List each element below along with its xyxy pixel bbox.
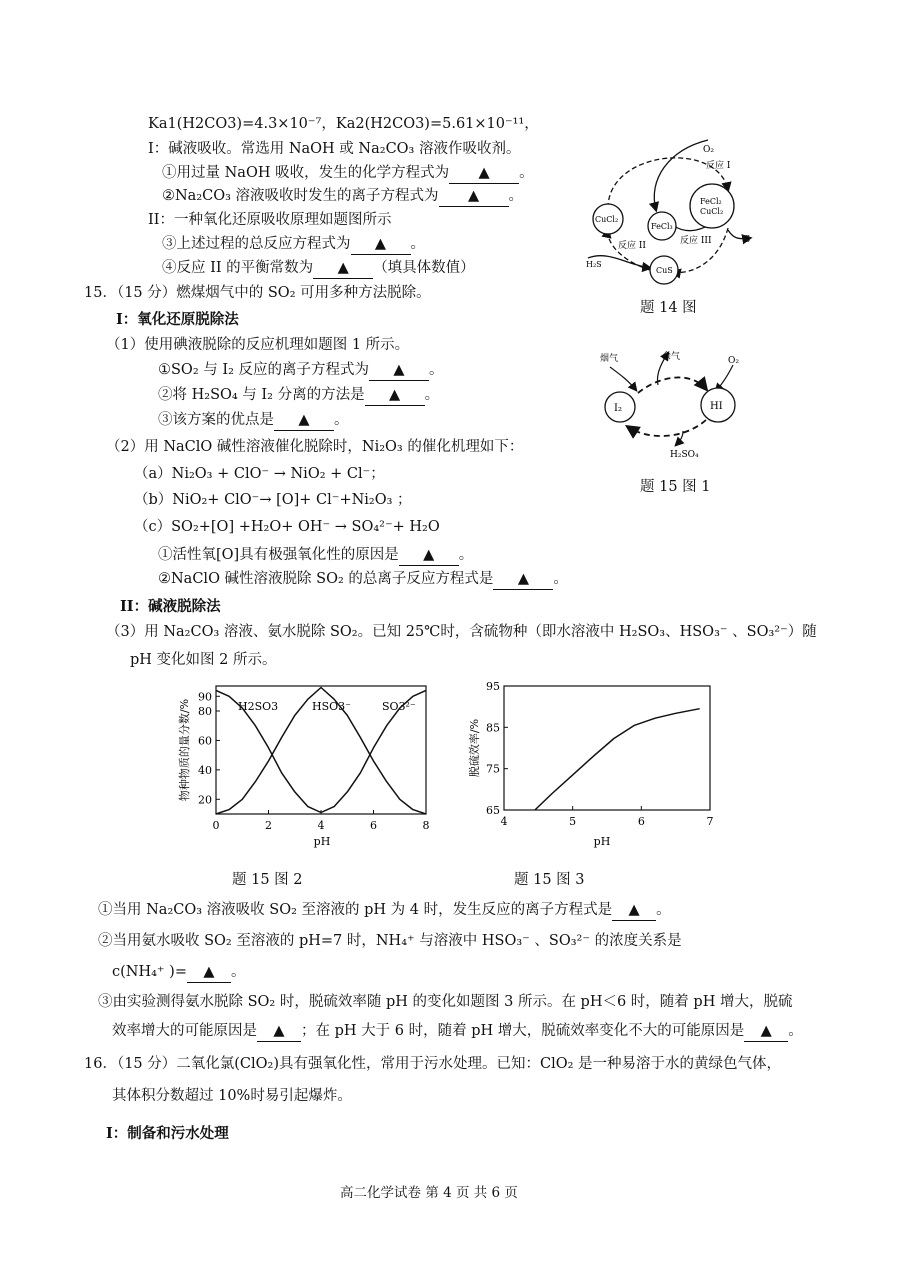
x-axis-label: pH — [313, 835, 331, 848]
y-tick-label: 95 — [486, 680, 500, 693]
q15-qc2b: ；在 pH 大于 6 时，随着 pH 增大，脱硫效率变化不大的可能原因是 — [301, 1023, 745, 1039]
q15-s1c: ③该方案的优点是 ▲ 。 — [158, 410, 349, 431]
answer-blank: ▲ — [369, 360, 429, 381]
fig15-1-hi: HI — [710, 401, 723, 412]
q14-q1-text: ①用过量 NaOH 吸收，发生的化学方程式为 — [162, 165, 450, 181]
y-tick-label: 60 — [198, 734, 212, 748]
y-axis-label: 物种物质的量分数/% — [178, 698, 191, 802]
x-tick-label: 2 — [265, 819, 272, 832]
answer-blank: ▲ — [399, 545, 459, 566]
page-footer: 高二化学试卷 第 4 页 共 6 页 — [340, 1185, 518, 1201]
x-tick-label: 8 — [422, 819, 430, 832]
x-tick-label: 0 — [212, 819, 220, 832]
fig14-r1: 反应 I — [706, 161, 731, 171]
fig15-1-h2so4: H₂SO₄ — [670, 450, 699, 460]
q15-qb2: c(NH₄⁺ )= ▲ 。 — [112, 962, 246, 983]
fig14-s: S — [744, 235, 751, 245]
figure-14 — [578, 130, 753, 290]
y-tick-label: 85 — [486, 721, 500, 735]
q15-head: 15．（15 分）燃煤烟气中的 SO₂ 可用多种方法脱除。 — [84, 285, 431, 301]
q16-sec1: I：制备和污水处理 — [106, 1125, 229, 1142]
answer-blank: ▲ — [439, 186, 509, 207]
q15-s3b: pH 变化如图 2 所示。 — [130, 652, 277, 668]
ka-line: Ka1(H2CO3)=4.3×10⁻⁷，Ka2(H2CO3)=5.61×10⁻¹¹， — [148, 116, 539, 132]
fig15-1-o2: O₂ — [728, 356, 739, 366]
q15-s1: （1）使用碘液脱除的反应机理如题图 1 所示。 — [106, 337, 410, 353]
y-tick-label: 40 — [198, 763, 212, 777]
q15-s2b-text: ②NaClO 碱性溶液脱除 SO₂ 的总离子反应方程式是 — [158, 571, 494, 587]
figure-15-1 — [588, 345, 753, 463]
fig15-1-caption: 题 15 图 1 — [640, 479, 711, 495]
answer-blank: ▲ — [493, 569, 553, 590]
x-tick-label: 4 — [500, 815, 508, 828]
q15-sec1: I：氧化还原脱除法 — [116, 311, 239, 328]
fig14-r3: 反应 III — [680, 236, 712, 246]
fig14-cucl2b: CuCl₂ — [700, 207, 724, 216]
q14-part1: I：碱液吸收。常选用 NaOH 或 Na₂CO₃ 溶液作吸收剂。 — [148, 141, 521, 157]
series-label-so3: SO3²⁻ — [382, 700, 416, 713]
q14-q3: ③上述过程的总反应方程式为 ▲ 。 — [162, 234, 425, 255]
q15-s3: （3）用 Na₂CO₃ 溶液、氨水脱除 SO₂。已知 25℃时，含硫物种（即水溶液中 H₂SO₃、HSO₃⁻ 、SO₃²⁻）随 — [106, 624, 817, 640]
q14-q4-tail: （填具体数值） — [373, 260, 475, 276]
y-tick-label: 80 — [198, 705, 212, 719]
q15-qa-text: ①当用 Na₂CO₃ 溶液吸收 SO₂ 至溶液的 pH 为 4 时，发生反应的离子方程式是 — [98, 902, 613, 918]
q15-s1a: ①SO₂ 与 I₂ 反应的离子方程式为 ▲ 。 — [158, 360, 444, 381]
x-tick-label: 6 — [370, 819, 377, 832]
y-axis-label: 脱硫效率/% — [468, 718, 481, 778]
answer-blank: ▲ — [449, 163, 519, 184]
q15-sec2: II：碱液脱除法 — [120, 598, 221, 615]
fig14-cucl2: CuCl₂ — [595, 215, 619, 224]
x-tick-label: 4 — [317, 819, 325, 832]
answer-blank: ▲ — [612, 900, 656, 921]
answer-blank: ▲ — [274, 410, 334, 431]
series-label-h2so3: H2SO3 — [238, 700, 279, 713]
fig14-fecl3: FeCl₃ — [651, 222, 673, 231]
figure-15-3-chart — [462, 680, 722, 850]
q15-s2b: ②NaClO 碱性溶液脱除 SO₂ 的总离子反应方程式是 ▲ 。 — [158, 569, 568, 590]
fig15-1-i2: I₂ — [614, 403, 622, 414]
answer-blank: ▲ — [187, 962, 231, 983]
fig14-caption: 题 14 图 — [640, 300, 697, 316]
series-line-0 — [535, 709, 700, 810]
fig15-3-caption: 题 15 图 3 — [514, 872, 585, 888]
q15-rc: （c）SO₂+[O] +H₂O+ OH⁻ → SO₄²⁻+ H₂O — [134, 519, 440, 535]
q16-head: 16．（15 分）二氧化氯(ClO₂)具有强氧化性，常用于污水处理。已知：ClO₂ 是一种易溶于水的黄绿色气体， — [84, 1056, 782, 1072]
fig14-cus: CuS — [656, 266, 673, 275]
answer-blank: ▲ — [257, 1021, 301, 1042]
q15-s1b: ②将 H₂SO₄ 与 I₂ 分离的方法是 ▲ 。 — [158, 385, 439, 406]
answer-blank: ▲ — [351, 234, 411, 255]
fig15-1-rest: 余气 — [662, 352, 681, 362]
q15-qb2-text: c(NH₄⁺ )= — [112, 964, 187, 980]
q14-q2-text: ②Na₂CO₃ 溶液吸收时发生的离子方程式为 — [162, 188, 439, 204]
q15-qa: ①当用 Na₂CO₃ 溶液吸收 SO₂ 至溶液的 pH 为 4 时，发生反应的离子方程式是 ▲ 。 — [98, 900, 671, 921]
y-tick-label: 65 — [486, 804, 500, 817]
q15-rb: （b）NiO₂+ ClO⁻→ [O]+ Cl⁻+Ni₂O₃ ； — [134, 492, 412, 508]
answer-blank: ▲ — [313, 258, 373, 279]
fig14-h2s: H₂S — [586, 260, 602, 269]
q14-q4 — [162, 258, 475, 279]
q14-q4-text: ④反应 II 的平衡常数为 — [162, 260, 314, 276]
x-axis-label: pH — [593, 835, 611, 848]
q15-s2a: ①活性氧[O]具有极强氧化性的原因是 ▲ 。 — [158, 545, 473, 566]
fig14-r2: 反应 II — [618, 241, 646, 251]
q15-qc2 — [112, 1021, 803, 1042]
fig14-o2: O₂ — [703, 145, 714, 155]
q15-qc2a: 效率增大的可能原因是 — [112, 1023, 257, 1039]
x-tick-label: 5 — [569, 815, 577, 828]
x-tick-label: 6 — [637, 815, 645, 828]
q15-s1a-text: ①SO₂ 与 I₂ 反应的离子方程式为 — [158, 362, 369, 378]
fig14-fecl2: FeCl₂ — [700, 197, 722, 206]
answer-blank: ▲ — [744, 1021, 788, 1042]
figure-15-2-chart — [172, 680, 442, 850]
q15-ra: （a）Ni₂O₃ + ClO⁻ → NiO₂ + Cl⁻； — [134, 466, 385, 482]
fig15-1-smoke: 烟气 — [600, 354, 619, 364]
y-tick-label: 20 — [198, 793, 212, 807]
x-tick-label: 7 — [706, 815, 714, 828]
q15-s2: （2）用 NaClO 碱性溶液催化脱除时，Ni₂O₃ 的催化机理如下： — [106, 439, 524, 455]
q16-head2: 其体积分数超过 10%时易引起爆炸。 — [112, 1088, 352, 1104]
q14-q2: ②Na₂CO₃ 溶液吸收时发生的离子方程式为 ▲ 。 — [162, 186, 523, 207]
q15-s2a-text: ①活性氧[O]具有极强氧化性的原因是 — [158, 547, 399, 563]
q15-qb: ②当用氨水吸收 SO₂ 至溶液的 pH=7 时，NH₄⁺ 与溶液中 HSO₃⁻ 、SO₃²⁻ 的浓度关系是 — [98, 933, 682, 949]
plot-frame — [504, 686, 710, 810]
y-tick-label: 90 — [198, 690, 212, 704]
q14-part2: II：一种氧化还原吸收原理如题图所示 — [148, 212, 392, 228]
q15-qc2c: 。 — [788, 1023, 803, 1039]
q14-q1: ①用过量 NaOH 吸收，发生的化学方程式为 ▲ 。 — [162, 163, 534, 184]
q15-qc: ③由实验测得氨水脱除 SO₂ 时，脱硫效率随 pH 的变化如题图 3 所示。在 pH＜6 时，随着 pH 增大，脱硫 — [98, 994, 793, 1010]
fig15-2-caption: 题 15 图 2 — [232, 872, 303, 888]
series-label-hso3: HSO3⁻ — [312, 700, 351, 713]
q15-s1c-text: ③该方案的优点是 — [158, 412, 274, 428]
answer-blank: ▲ — [365, 385, 425, 406]
q15-s1b-text: ②将 H₂SO₄ 与 I₂ 分离的方法是 — [158, 387, 365, 403]
y-tick-label: 75 — [486, 762, 500, 776]
q14-q3-text: ③上述过程的总反应方程式为 — [162, 236, 351, 252]
